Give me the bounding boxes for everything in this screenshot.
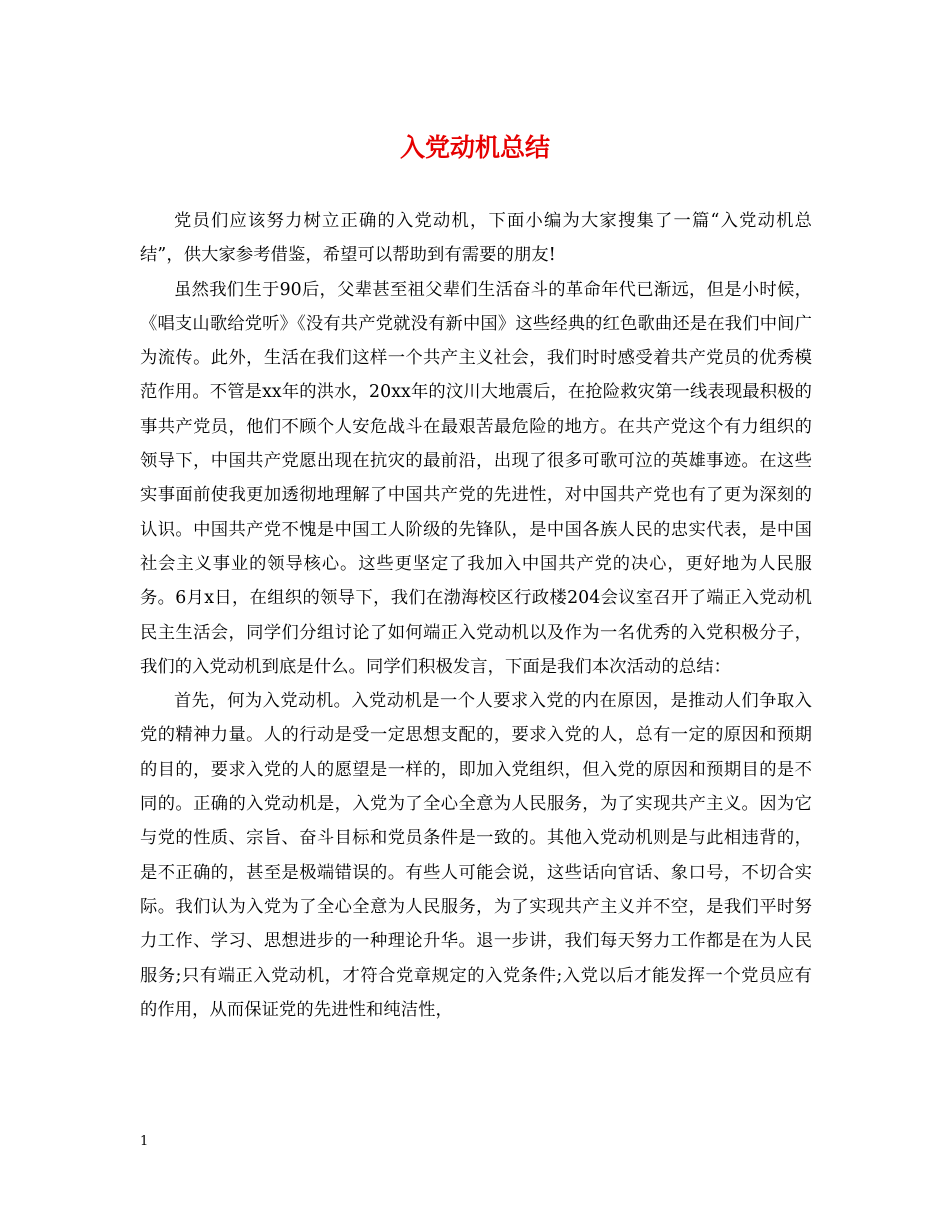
paragraph-background: 虽然我们生于90后，父辈甚至祖父辈们生活奋斗的革命年代已渐远，但是小时候，《唱支山歌给党听》《没有共产党就没有新中国》这些经典的红色歌曲还是在我们中间广为流传。此外，生活在我们这样一个共产主义社会，我们时时感受着共产党员的优秀模范作用。不管是xx年的洪水，20xx年的汶川大地震后，在抢险救灾第一线表现最积极的事共产党员，他们不顾个人安危战斗在最艰苦最危险的地方。在共产党这个有力组织的领导下，中国共产党愿出现在抗灾的最前沿，出现了很多可歌可泣的英雄事迹。在这些实事面前使我更加透彻地理解了中国共产党的先进性，对中国共产党也有了更为深刻的认识。中国共产党不愧是中国工人阶级的先锋队，是中国各族人民的忠实代表，是中国社会主义事业的领导核心。这些更坚定了我加入中国共产党的决心，更好地为人民服务。6月x日，在组织的领导下，我们在渤海校区行政楼204会议室召开了端正入党动机民主生活会，同学们分组讨论了如何端正入党动机以及作为一名优秀的入党积极分子，我们的入党动机到底是什么。同学们积极发言，下面是我们本次活动的总结： [140, 279, 812, 677]
paragraph-motive-definition: 首先，何为入党动机。入党动机是一个人要求入党的内在原因，是推动人们争取入党的精神力量。人的行动是受一定思想支配的，要求入党的人，总有一定的原因和预期的目的，要求入党的人的愿望是一样的，即加入党组织，但入党的原因和预期目的是不同的。正确的入党动机是，入党为了全心全意为人民服务，为了实现共产主义。因为它与党的性质、宗旨、奋斗目标和党员条件是一致的。其他入党动机则是与此相违背的，是不正确的，甚至是极端错误的。有些人可能会说，这些话向官话、象口号，不切合实际。我们认为入党为了全心全意为人民服务，为了实现共产主义并不空，是我们平时努力工作、学习、思想进步的一种理论升华。退一步讲，我们每天努力工作都是在为人民服务;只有端正入党动机，才符合党章规定的入党条件;入党以后才能发挥一个党员应有的作用，从而保证党的先进性和纯洁性， [140, 691, 812, 1020]
page-number: 1 [140, 1134, 149, 1149]
paragraph-intro: 党员们应该努力树立正确的入党动机，下面小编为大家搜集了一篇“入党动机总结”，供大家参考借鉴，希望可以帮助到有需要的朋友! [140, 211, 812, 266]
document-title: 入党动机总结 [399, 133, 550, 162]
document-body [140, 204, 812, 1027]
